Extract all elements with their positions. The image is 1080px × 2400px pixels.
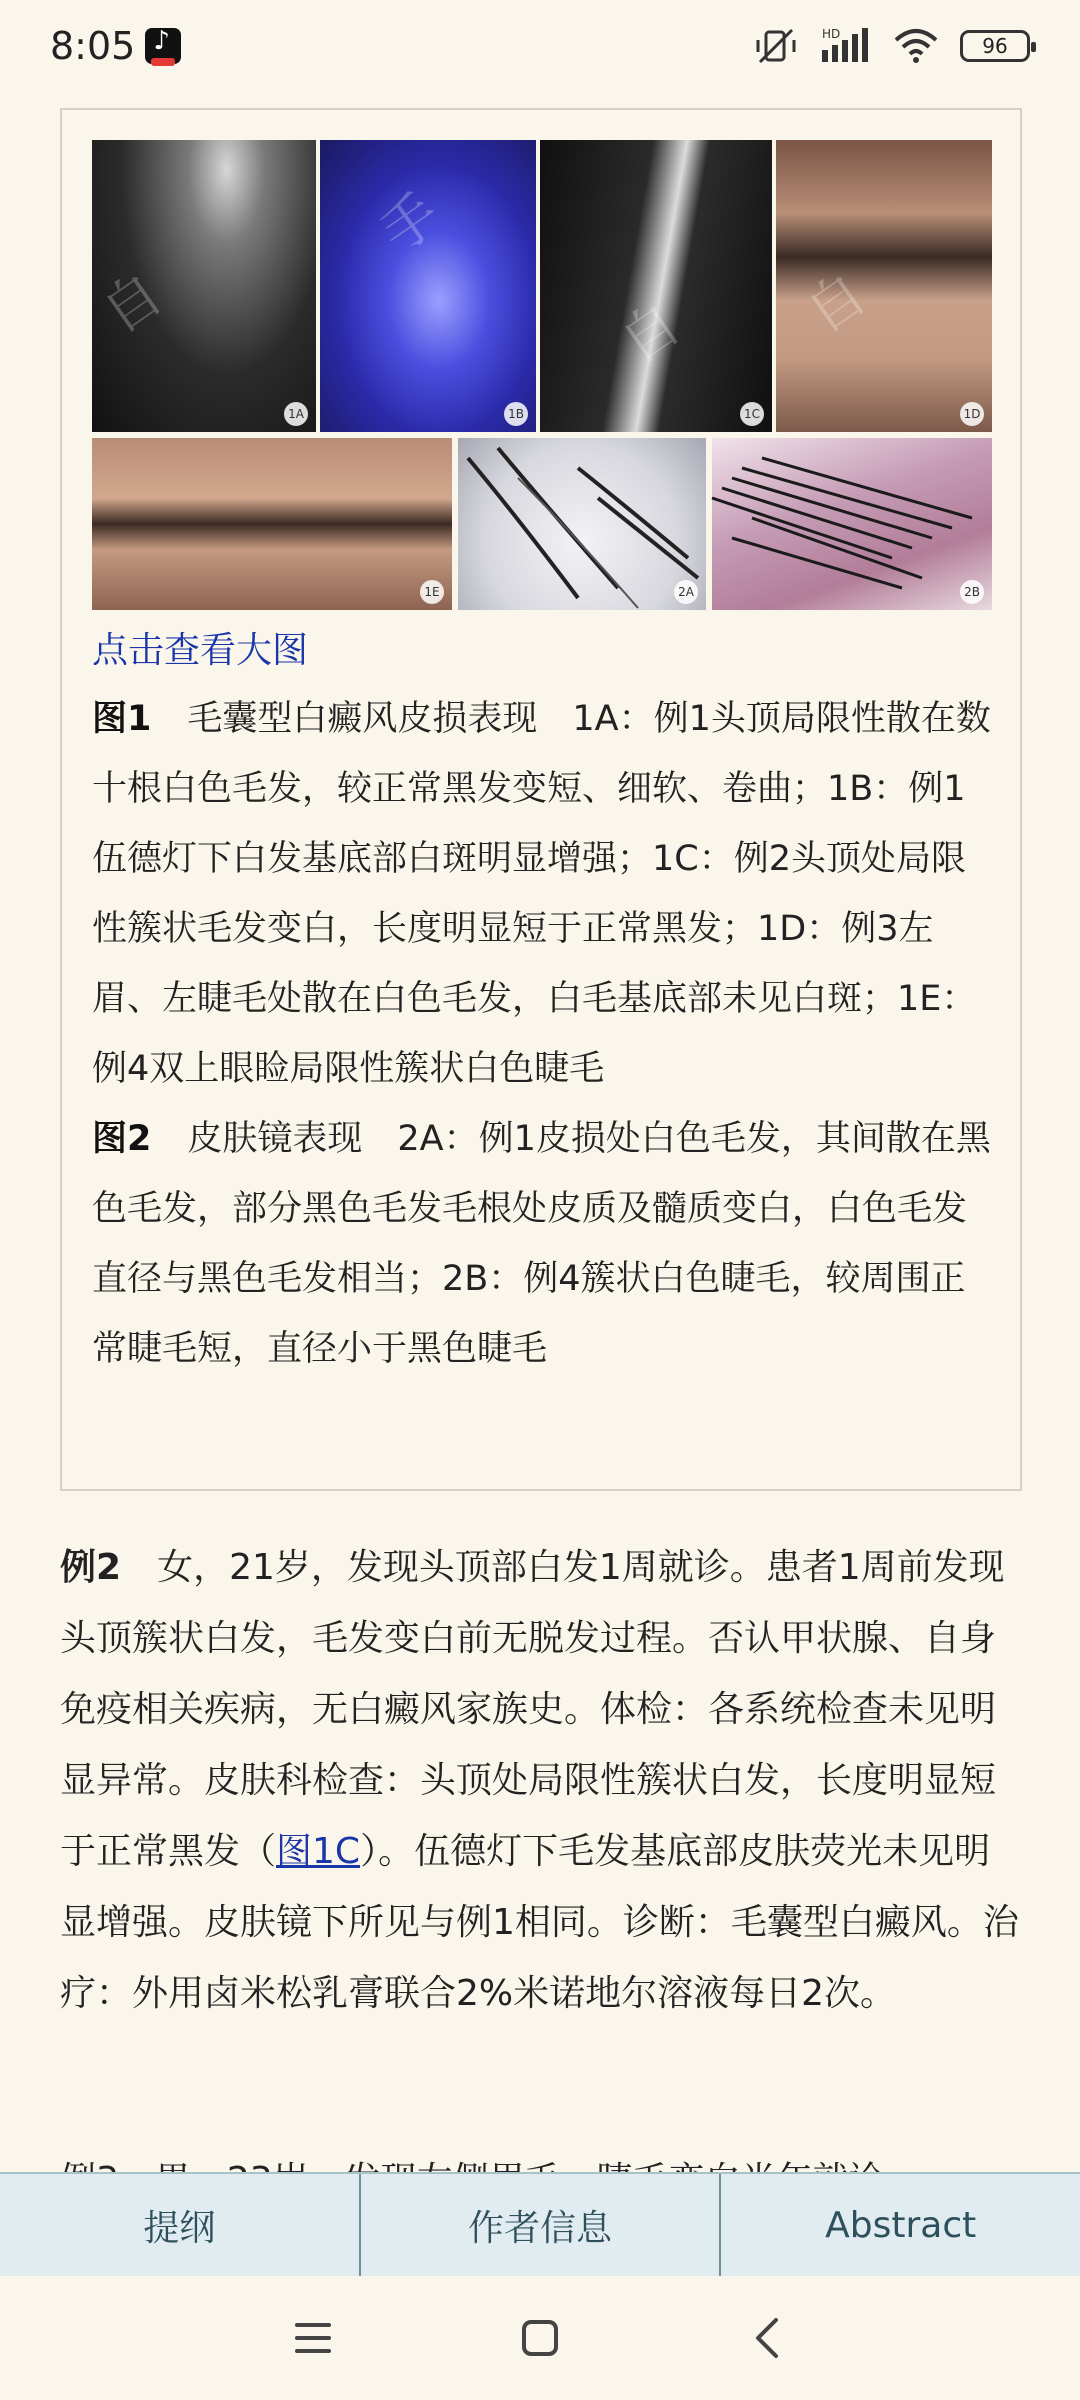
home-icon[interactable] (510, 2308, 570, 2368)
view-large-image-link[interactable]: 点击查看大图 (92, 630, 309, 671)
mute-vibrate-icon (754, 26, 798, 66)
figure-image-1c[interactable]: 自 1C (540, 140, 772, 432)
image-tag: 1A (284, 402, 308, 426)
image-tag: 1D (960, 402, 984, 426)
figure-1c-link[interactable]: 图1C (276, 1831, 361, 1872)
figure-image-1d[interactable]: 自 1D (776, 140, 992, 432)
figure-image-1b[interactable]: 手 1B (320, 140, 536, 432)
fig1-caption-text: 毛囊型白癜风皮损表现 1A：例1头顶局限性散在数十根白色毛发，较正常黑发变短、细软、卷曲；1B：例1伍德灯下白发基底部白斑明显增强；1C：例2头顶处局限性簇状毛发变白，长度明显短于正常黑发；1D：例3左眉、左睫毛处散在白色毛发，白毛基底部未见白斑；1E：例4双上眼睑局限性簇状白色睫毛 (92, 699, 991, 1089)
fig2-caption-text: 皮肤镜表现 2A：例1皮损处白色毛发，其间散在黑色毛发，部分黑色毛发毛根处皮质及髓质变白，白色毛发直径与黑色毛发相当；2B：例4簇状白色睫毛，较周围正常睫毛短，直径小于黑色睫毛 (92, 1119, 991, 1369)
wifi-icon (894, 28, 938, 64)
bottom-tab-bar (0, 2172, 1080, 2276)
figure-image-1e[interactable] (92, 438, 452, 610)
fig1-label: 图1 (92, 699, 152, 739)
case2-paragraph (60, 1532, 1025, 2029)
figure-container (60, 108, 1022, 1491)
image-tag: 1E (420, 580, 444, 604)
image-tag: 1B (504, 402, 528, 426)
signal-icon (820, 26, 872, 66)
tab-abstract[interactable]: Abstract (825, 2204, 977, 2246)
status-icons (754, 26, 1030, 66)
case2-text-a: 女，21岁，发现头顶部白发1周就诊。患者1周前发现头顶簇状白发，毛发变白前无脱发过程。否认甲状腺、自身免疫相关疾病，无白癜风家族史。体检：各系统检查未见明显异常。皮肤科检查：头顶处局限性簇状白发，长度明显短于正常黑发（ (60, 1547, 1005, 1872)
tab-author-info[interactable]: 作者信息 (361, 2174, 722, 2276)
fig2-label: 图2 (92, 1119, 152, 1159)
image-tag: 2B (960, 580, 984, 604)
case2-label: 例2 (60, 1547, 122, 1588)
status-bar (0, 0, 1080, 92)
menu-icon[interactable] (283, 2308, 343, 2368)
network-label: HD (822, 27, 841, 41)
system-nav-bar (0, 2276, 1080, 2400)
tab-outline[interactable]: 提纲 (0, 2174, 361, 2276)
back-icon[interactable] (737, 2308, 797, 2368)
image-tag: 1C (740, 402, 764, 426)
figure-caption (92, 684, 997, 1384)
tiktok-notification-icon (145, 28, 181, 64)
image-tag: 2A (674, 580, 698, 604)
article-content[interactable] (0, 92, 1080, 2172)
battery-indicator: 96 (960, 30, 1030, 62)
figure-image-1a[interactable]: 自 1A (92, 140, 316, 432)
figure-image-2a[interactable] (458, 438, 706, 610)
figure-image-grid[interactable] (92, 140, 992, 610)
figure-image-2b[interactable] (712, 438, 992, 610)
status-time: 8:05 (50, 24, 136, 68)
case2-text-b: ）。伍德灯下毛发基底部皮肤荧光未见明显增强。皮肤镜下所见与例1相同。诊断：毛囊型白癜风。治疗：外用卤米松乳膏联合2%米诺地尔溶液每日2次。 (60, 1831, 1019, 2014)
